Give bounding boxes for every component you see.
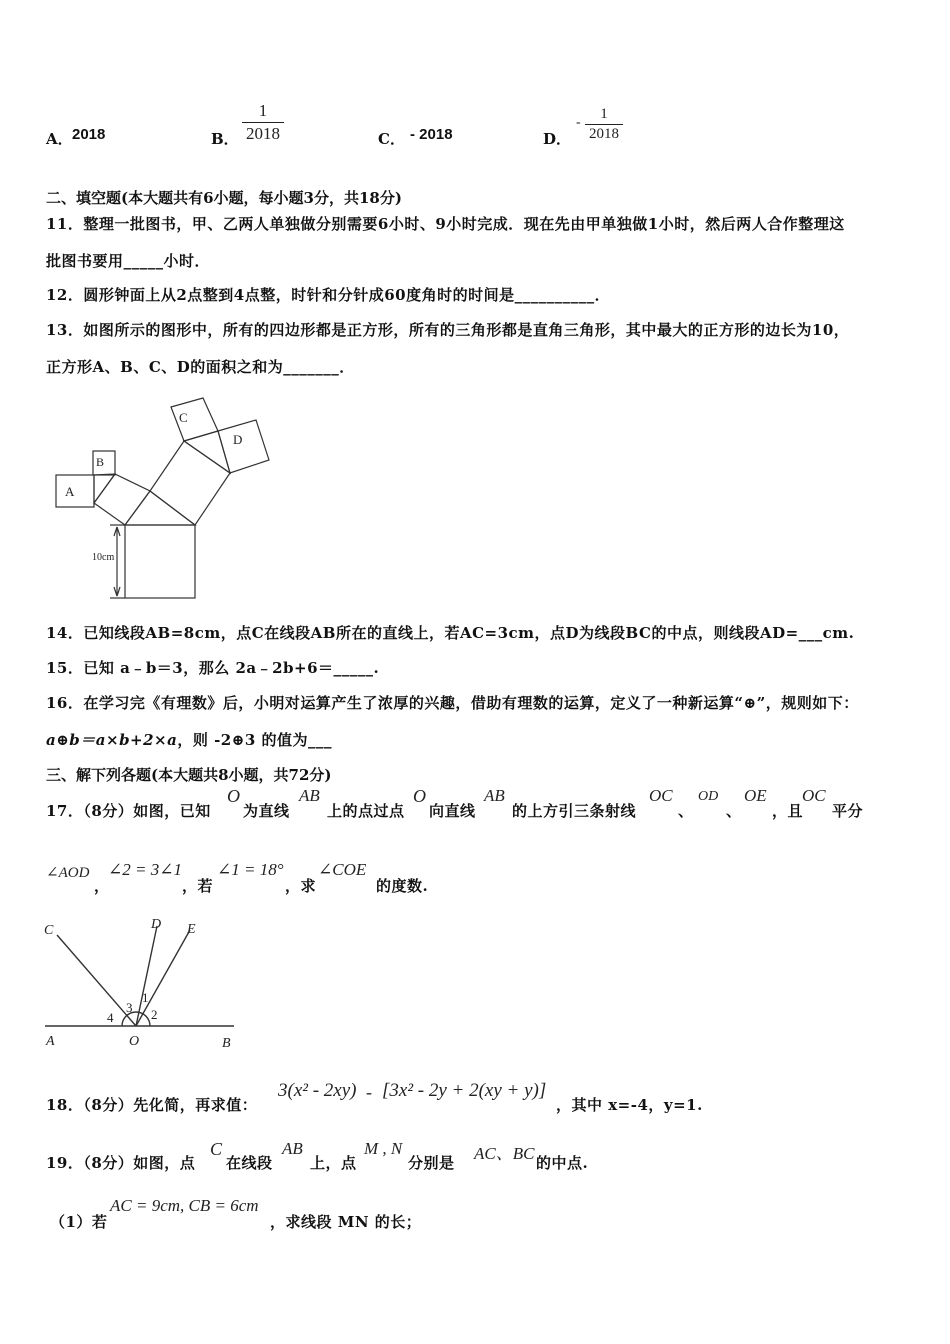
label-c: C	[179, 410, 188, 425]
q11-line2: 批图书要用_____小时．	[46, 252, 211, 270]
option-c-label: C．	[378, 130, 405, 148]
q14-text: 14．已知线段AB=8cm，点C在线段AB所在的直线上，若AC=3cm，点D为线段BC的中点，则线段AD=___cm.	[46, 624, 855, 642]
left-leg-square	[94, 474, 150, 525]
q15-text: 15．已知 a﹣b＝3，那么 2a﹣2b+6＝_____.	[46, 659, 380, 677]
q19-acbc: AC、BC	[474, 1144, 535, 1163]
q17-t9: 的度数.	[376, 877, 429, 895]
q18-expr2: [3x² - 2y + 2(xy + y)]	[382, 1080, 547, 1101]
q16-line2-text: ，则 -2⊕3 的值为___	[177, 731, 332, 749]
q17-aod: ∠AOD	[46, 865, 90, 881]
q19-p1-prefix: （1）若	[50, 1213, 108, 1231]
option-d-fraction	[585, 106, 623, 143]
ray-oe	[136, 930, 190, 1026]
q13-line1: 13．如图所示的图形中，所有的四边形都是正方形，所有的三角形都是直角三角形，其中最大的正方形的边长为10，	[46, 321, 850, 339]
q16-line2	[46, 729, 332, 750]
large-square	[125, 525, 195, 598]
label-b: B	[96, 455, 105, 469]
q19-line	[46, 1136, 926, 1176]
q17-c1: ，	[94, 877, 110, 895]
q17-oc2: OC	[802, 786, 826, 805]
q19-ab: AB	[282, 1139, 303, 1158]
small-triangle-ab	[94, 474, 115, 503]
q19-part1	[50, 1193, 930, 1233]
q19-t4: 的中点.	[536, 1154, 589, 1172]
q17-eq1: ∠2 = 3∠1	[108, 860, 182, 879]
q19-prefix: 19．（8分）如图，点	[46, 1154, 196, 1172]
option-d-label: D．	[543, 130, 572, 148]
section-2-title: 二、填空题(本大题共有6小题，每小题3分，共18分)	[46, 189, 402, 207]
q17-t6: 平分	[832, 802, 864, 820]
right-leg-square	[150, 441, 230, 525]
option-b-label: B．	[211, 130, 239, 148]
q11-line1: 11．整理一批图书，甲、乙两人单独做分别需要6小时、9小时完成．现在先由甲单独做1小时，然后两人合作整理这	[46, 215, 845, 233]
square-d	[218, 420, 269, 473]
q17-prefix: 17．（8分）如图，已知	[46, 802, 211, 820]
q17-ab1: AB	[299, 786, 320, 805]
option-a-label: A．	[46, 130, 73, 148]
answer-options	[0, 0, 950, 160]
q17-t8: ，求	[285, 877, 317, 895]
label-a: A	[65, 484, 75, 499]
option-d-sign: -	[576, 115, 581, 130]
label-d: D	[233, 432, 243, 447]
q17-t1: 为直线	[243, 802, 290, 820]
q17-od: OD	[698, 789, 719, 804]
q18-expr1: 3(x² - 2xy)	[278, 1080, 357, 1101]
label-c: C	[44, 923, 54, 938]
q17-t5: ，且	[772, 802, 804, 820]
q17-oc: OC	[649, 786, 673, 805]
label-b: B	[222, 1036, 231, 1051]
q17-o1: O	[227, 786, 240, 806]
q19-c: C	[210, 1139, 223, 1159]
q17-eq2: ∠1 = 18°	[217, 860, 284, 879]
q17-sep1: 、	[678, 802, 694, 820]
q13-line2: 正方形A、B、C、D的面积之和为_______．	[46, 358, 355, 376]
top-right-triangle	[125, 491, 195, 525]
q16-line1: 16．在学习完《有理数》后，小明对运算产生了浓厚的兴趣，借助有理数的运算，定义了一种新运算“⊕”，规则如下：	[46, 694, 859, 712]
q17-t2: 上的点过点	[327, 802, 405, 820]
q19-t3: 分别是	[408, 1154, 455, 1172]
q17-ab2: AB	[484, 786, 505, 805]
q16-formula: a⊕b＝a×b+2×a	[46, 731, 178, 749]
q17-o2: O	[413, 786, 426, 806]
q19-p1-suffix: ，求线段 MN 的长；	[270, 1213, 422, 1231]
option-b-fraction	[242, 101, 284, 144]
label-e: E	[187, 922, 196, 937]
small-triangle-cd	[184, 431, 230, 473]
q17-t4: 的上方引三条射线	[512, 802, 637, 820]
option-d-denominator: 2018	[589, 126, 619, 142]
q19-mn: M , N	[364, 1139, 403, 1158]
q18-minus: -	[366, 1082, 372, 1102]
q19-t2: 上，点	[310, 1154, 357, 1172]
option-d-numerator: 1	[600, 106, 608, 122]
angle-2-label: 2	[151, 1007, 158, 1022]
label-o: O	[129, 1034, 140, 1049]
option-c-value: - 2018	[410, 126, 453, 143]
angle-4-label: 4	[107, 1010, 114, 1025]
q12-text: 12．圆形钟面上从2点整到4点整，时针和分针成60度角时的时间是__________．	[46, 286, 611, 304]
label-a: A	[46, 1034, 55, 1049]
q13-squares-figure	[50, 394, 280, 604]
ray-oc	[57, 935, 136, 1026]
square-a	[56, 475, 94, 507]
angle-3-label: 3	[126, 1000, 133, 1015]
q17-coe: ∠COE	[318, 860, 367, 879]
q18-line	[46, 1072, 926, 1112]
q17-t7: ，若	[182, 877, 214, 895]
q19-p1-expr: AC = 9cm, CB = 6cm	[110, 1196, 259, 1215]
q17-sep2: 、	[726, 802, 742, 820]
label-d: D	[151, 917, 162, 932]
option-b-denominator: 2018	[246, 124, 280, 143]
option-b-numerator: 1	[258, 101, 268, 120]
q17-line2	[46, 855, 926, 895]
q17-angle-figure	[40, 914, 240, 1054]
q18-suffix: ，其中 x=-4，y=1.	[556, 1096, 703, 1114]
label-10cm: 10cm	[92, 552, 115, 563]
angle-1-label: 1	[142, 990, 149, 1005]
q18-prefix: 18．（8分）先化简，再求值：	[46, 1096, 258, 1114]
option-a-value: 2018	[72, 126, 106, 143]
q17-t3: 向直线	[429, 802, 476, 820]
q17-oe: OE	[744, 786, 767, 805]
q19-t1: 在线段	[226, 1154, 273, 1172]
section-3-title: 三、解下列各题(本大题共8小题，共72分)	[46, 766, 332, 784]
q17-line1	[46, 780, 926, 824]
